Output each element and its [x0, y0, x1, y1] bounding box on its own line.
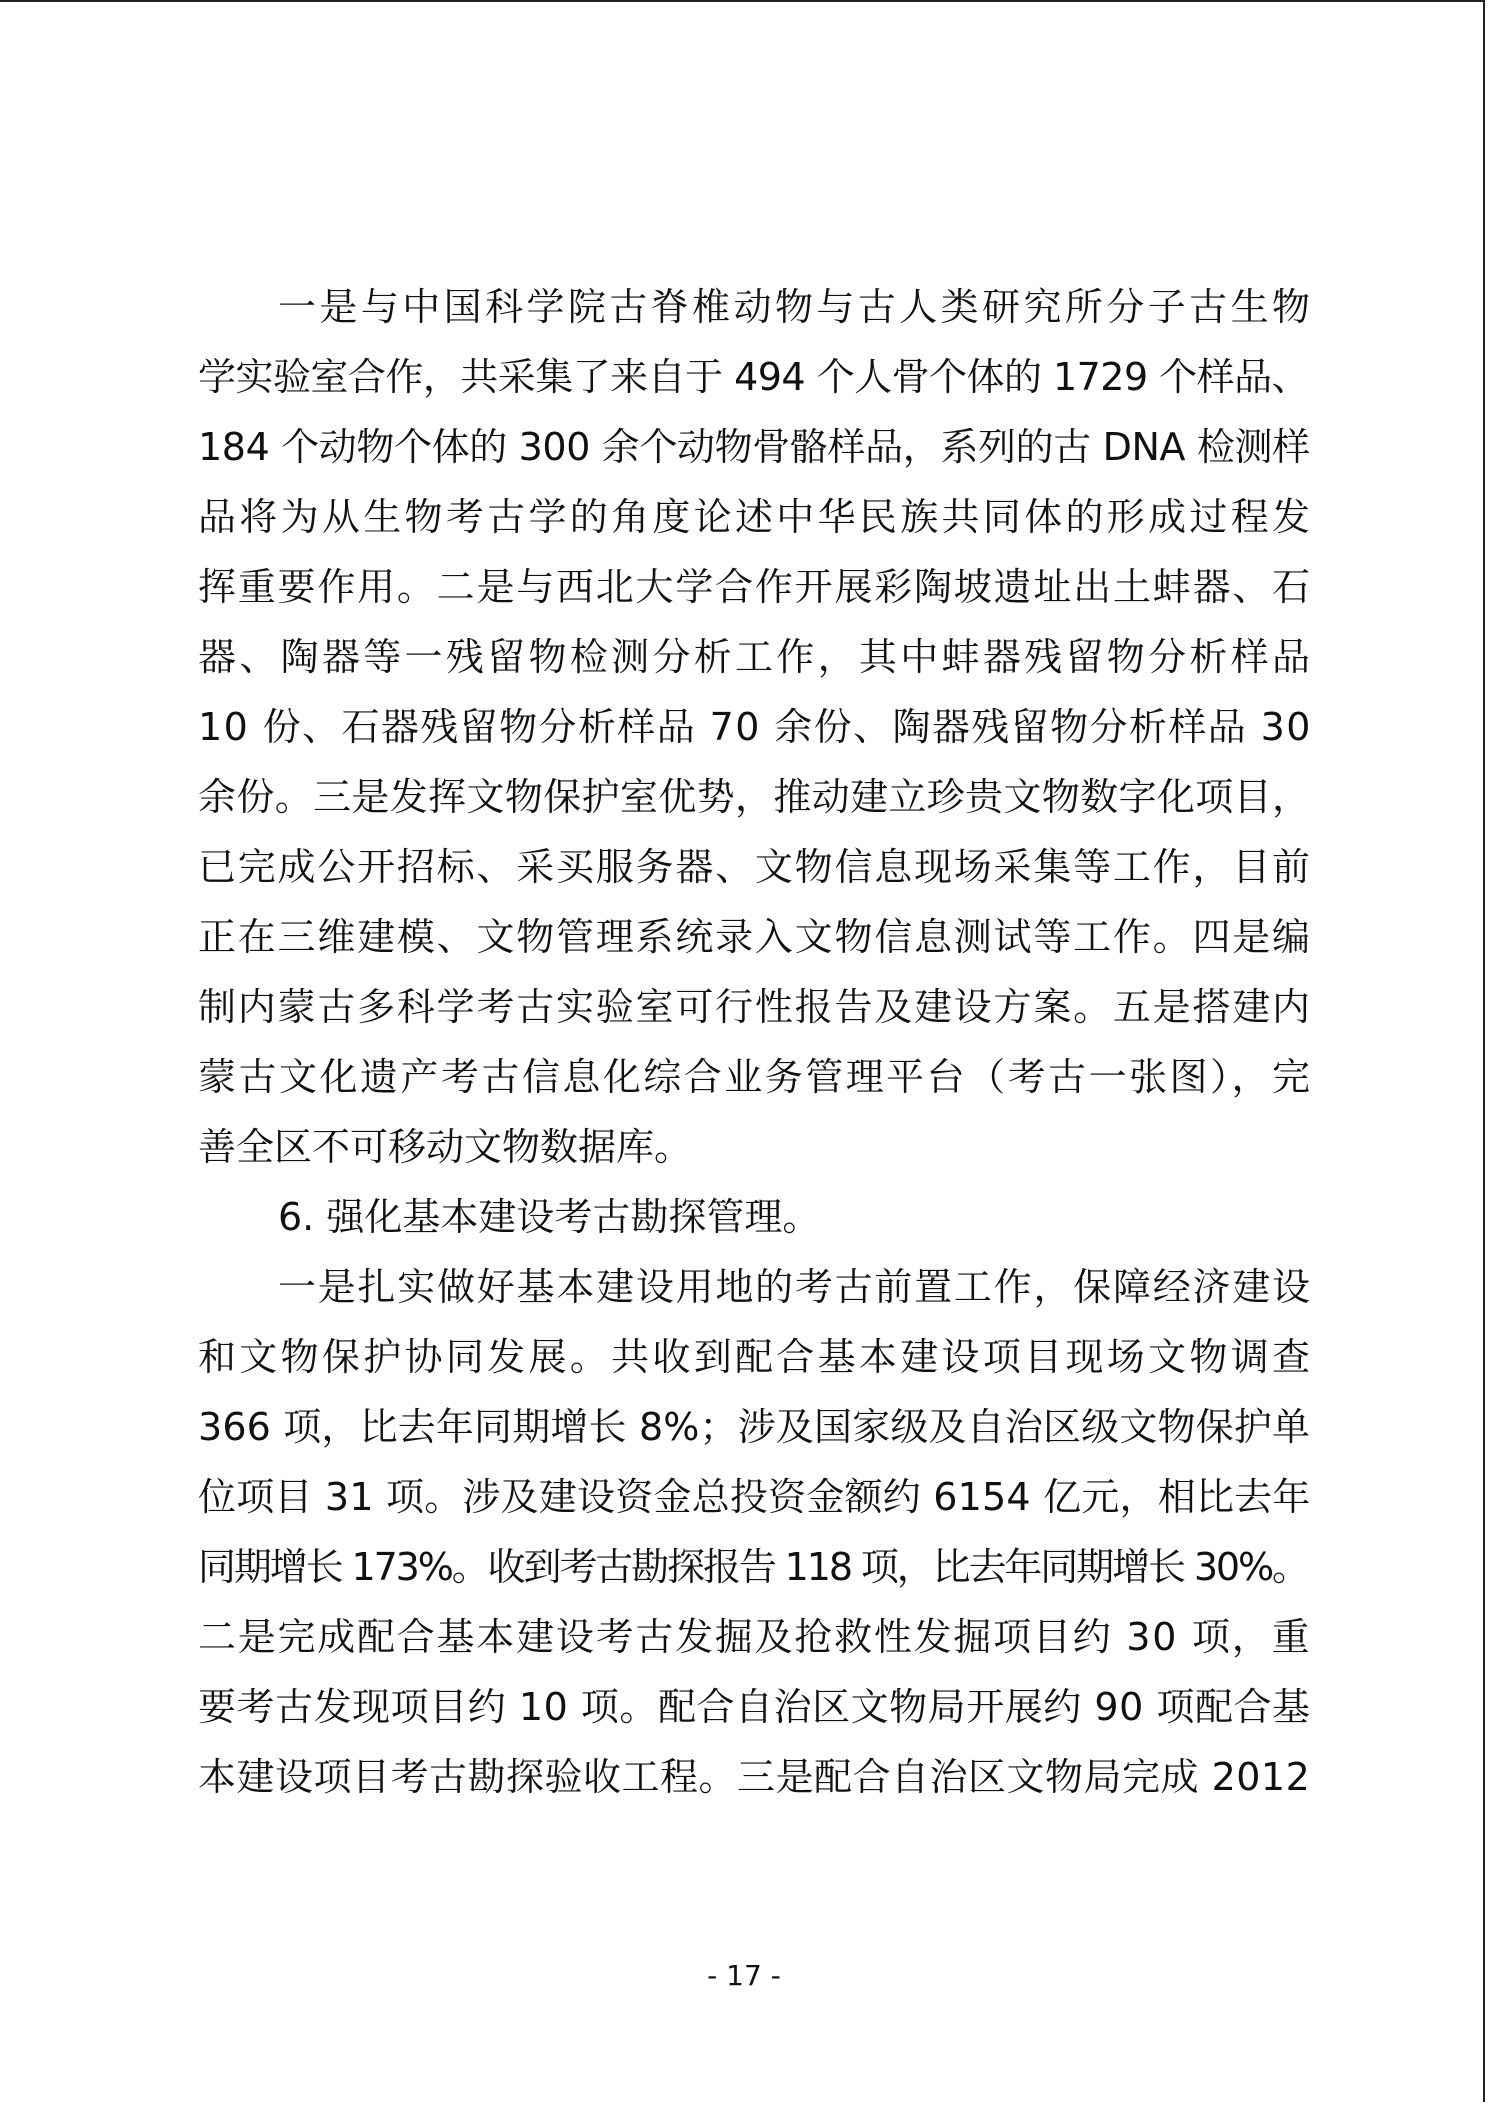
text-line-16 [198, 1322, 1314, 1392]
text-line-10 [198, 902, 1310, 972]
text-line-3-content: 184 个动物个体的 300 余个动物骨骼样品，系列的古 DNA 检测样 [198, 425, 1310, 469]
text-line-11 [198, 972, 1310, 1042]
text-line-22-content: 本建设项目考古勘探验收工程。三是配合自治区文物局完成 2012 [198, 1755, 1311, 1799]
text-line-12-content: 蒙古文化遗产考古信息化综合业务管理平台（考古一张图），完 [198, 1055, 1313, 1099]
text-line-13 [198, 1112, 1310, 1182]
text-line-17 [198, 1392, 1310, 1462]
text-line-22 [198, 1742, 1310, 1812]
text-line-19 [198, 1532, 1310, 1602]
section-heading [198, 1182, 1310, 1252]
text-line-4 [198, 482, 1314, 552]
text-line-10-content: 正在三维建模、文物管理系统录入文物信息测试等工作。四是编 [198, 915, 1312, 959]
text-line-15-content: 一是扎实做好基本建设用地的考古前置工作，保障经济建设 [278, 1265, 1312, 1309]
text-line-4-content: 品将为从生物考古学的角度论述中华民族共同体的形成过程发 [198, 495, 1314, 539]
text-line-9-content: 已完成公开招标、采买服务器、文物信息现场采集等工作，目前 [198, 845, 1312, 889]
text-line-21 [198, 1672, 1310, 1742]
text-line-2 [198, 342, 1310, 412]
text-line-6-content: 器、陶器等一残留物检测分析工作，其中蚌器残留物分析样品 [198, 635, 1314, 679]
page-number: - 17 - [707, 1959, 781, 1992]
text-line-21-content: 要考古发现项目约 10 项。配合自治区文物局开展约 90 项配合基 [198, 1685, 1311, 1729]
text-line-13-content: 善全区不可移动文物数据库。 [198, 1125, 693, 1169]
text-line-20-content: 二是完成配合基本建设考古发掘及抢救性发掘项目约 30 项，重 [198, 1615, 1312, 1659]
section-heading-text: 6. 强化基本建设考古勘探管理。 [278, 1195, 821, 1239]
text-line-8-content: 余份。三是发挥文物保护室优势，推动建立珍贵文物数字化项目， [198, 775, 1311, 819]
text-line-5 [198, 552, 1310, 622]
text-line-11-content: 制内蒙古多科学考古实验室可行性报告及建设方案。五是搭建内 [198, 985, 1312, 1029]
text-line-17-content: 366 项，比去年同期增长 8%；涉及国家级及自治区级文物保护单 [198, 1405, 1311, 1449]
text-line-12 [198, 1042, 1313, 1112]
document-body [198, 272, 1314, 1812]
text-line-16-content: 和文物保护协同发展。共收到配合基本建设项目现场文物调查 [198, 1335, 1314, 1379]
text-line-1 [198, 272, 1314, 342]
text-line-3 [198, 412, 1310, 482]
text-line-18-content: 位项目 31 项。涉及建设资金总投资金额约 6154 亿元，相比去年 [198, 1475, 1311, 1519]
text-line-1-content: 一是与中国科学院古脊椎动物与古人类研究所分子古生物 [278, 285, 1314, 329]
text-line-7-content: 10 份、石器残留物分析样品 70 余份、陶器残留物分析样品 30 [198, 705, 1312, 749]
text-line-19-content: 同期增长 173%。收到考古勘探报告 118 项，比去年同期增长 30%。 [198, 1545, 1308, 1589]
text-line-7 [198, 692, 1310, 762]
text-line-6 [198, 622, 1314, 692]
text-line-2-content: 学实验室合作，共采集了来自于 494 个人骨个体的 1729 个样品、 [198, 355, 1310, 399]
text-line-15 [198, 1252, 1310, 1322]
text-line-20 [198, 1602, 1310, 1672]
text-line-9 [198, 832, 1310, 902]
text-line-18 [198, 1462, 1310, 1532]
text-line-5-content: 挥重要作用。二是与西北大学合作开展彩陶坡遗址出土蚌器、石 [198, 565, 1312, 609]
text-line-8 [198, 762, 1310, 832]
